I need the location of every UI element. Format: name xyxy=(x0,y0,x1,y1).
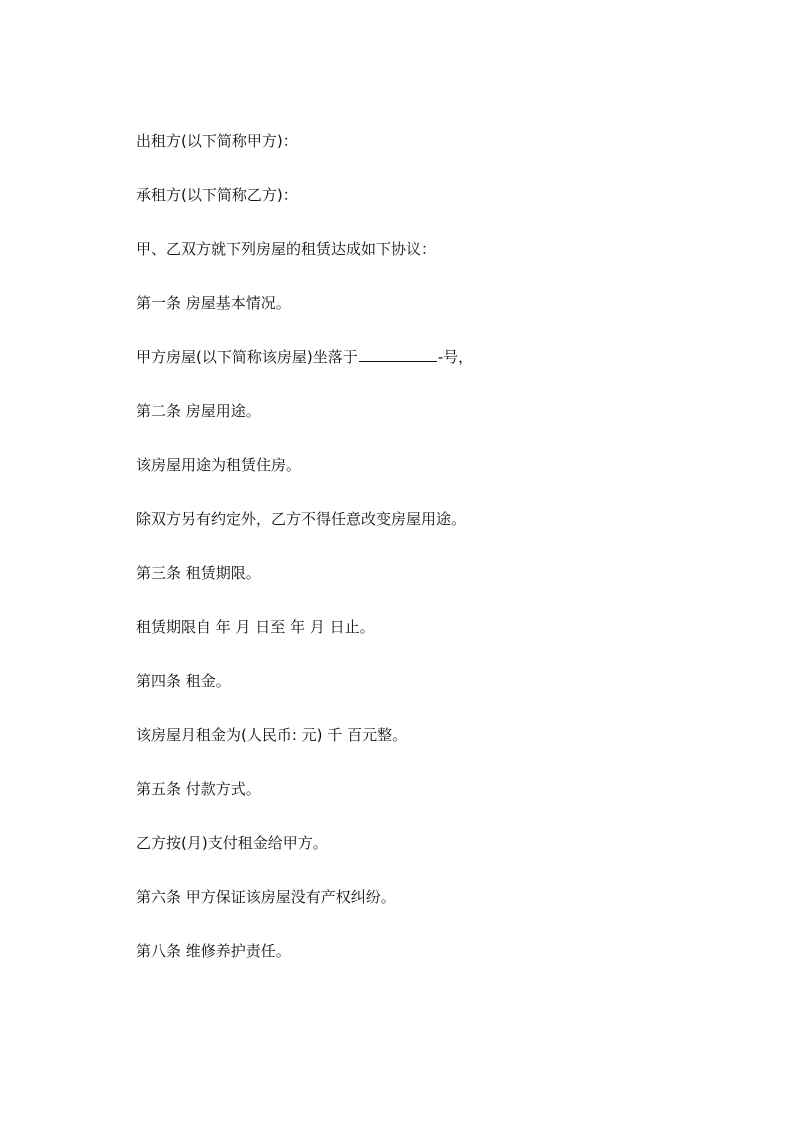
article-8-heading: 第八条 维修养护责任。 xyxy=(136,942,291,960)
article-3-heading: 第三条 租赁期限。 xyxy=(136,564,261,582)
article-2-heading: 第二条 房屋用途。 xyxy=(136,402,261,420)
lease-term-line: 租赁期限自 年 月 日至 年 月 日止。 xyxy=(136,618,375,636)
article-4-heading: 第四条 租金。 xyxy=(136,672,231,690)
payment-method-line: 乙方按(月)支付租金给甲方。 xyxy=(136,834,328,852)
address-blank xyxy=(359,347,437,362)
property-location-suffix: -号， xyxy=(437,348,474,366)
contract-body xyxy=(136,130,736,994)
lessee-line: 承租方(以下简称乙方)： xyxy=(136,186,298,204)
lessor-line: 出租方(以下简称甲方)： xyxy=(136,132,298,150)
agreement-intro: 甲、乙双方就下列房屋的租赁达成如下协议： xyxy=(136,240,437,258)
usage-restriction-line: 除双方另有约定外，乙方不得任意改变房屋用途。 xyxy=(136,510,467,528)
article-5-heading: 第五条 付款方式。 xyxy=(136,780,261,798)
usage-line: 该房屋用途为租赁住房。 xyxy=(136,456,302,474)
property-location-text: 甲方房屋(以下简称该房屋)坐落于 xyxy=(136,348,358,366)
article-6-heading: 第六条 甲方保证该房屋没有产权纠纷。 xyxy=(136,888,396,906)
article-1-heading: 第一条 房屋基本情况。 xyxy=(136,294,291,312)
property-location-line xyxy=(136,346,736,400)
rent-amount-line: 该房屋月租金为(人民币: 元) 千 百元整。 xyxy=(136,726,408,744)
